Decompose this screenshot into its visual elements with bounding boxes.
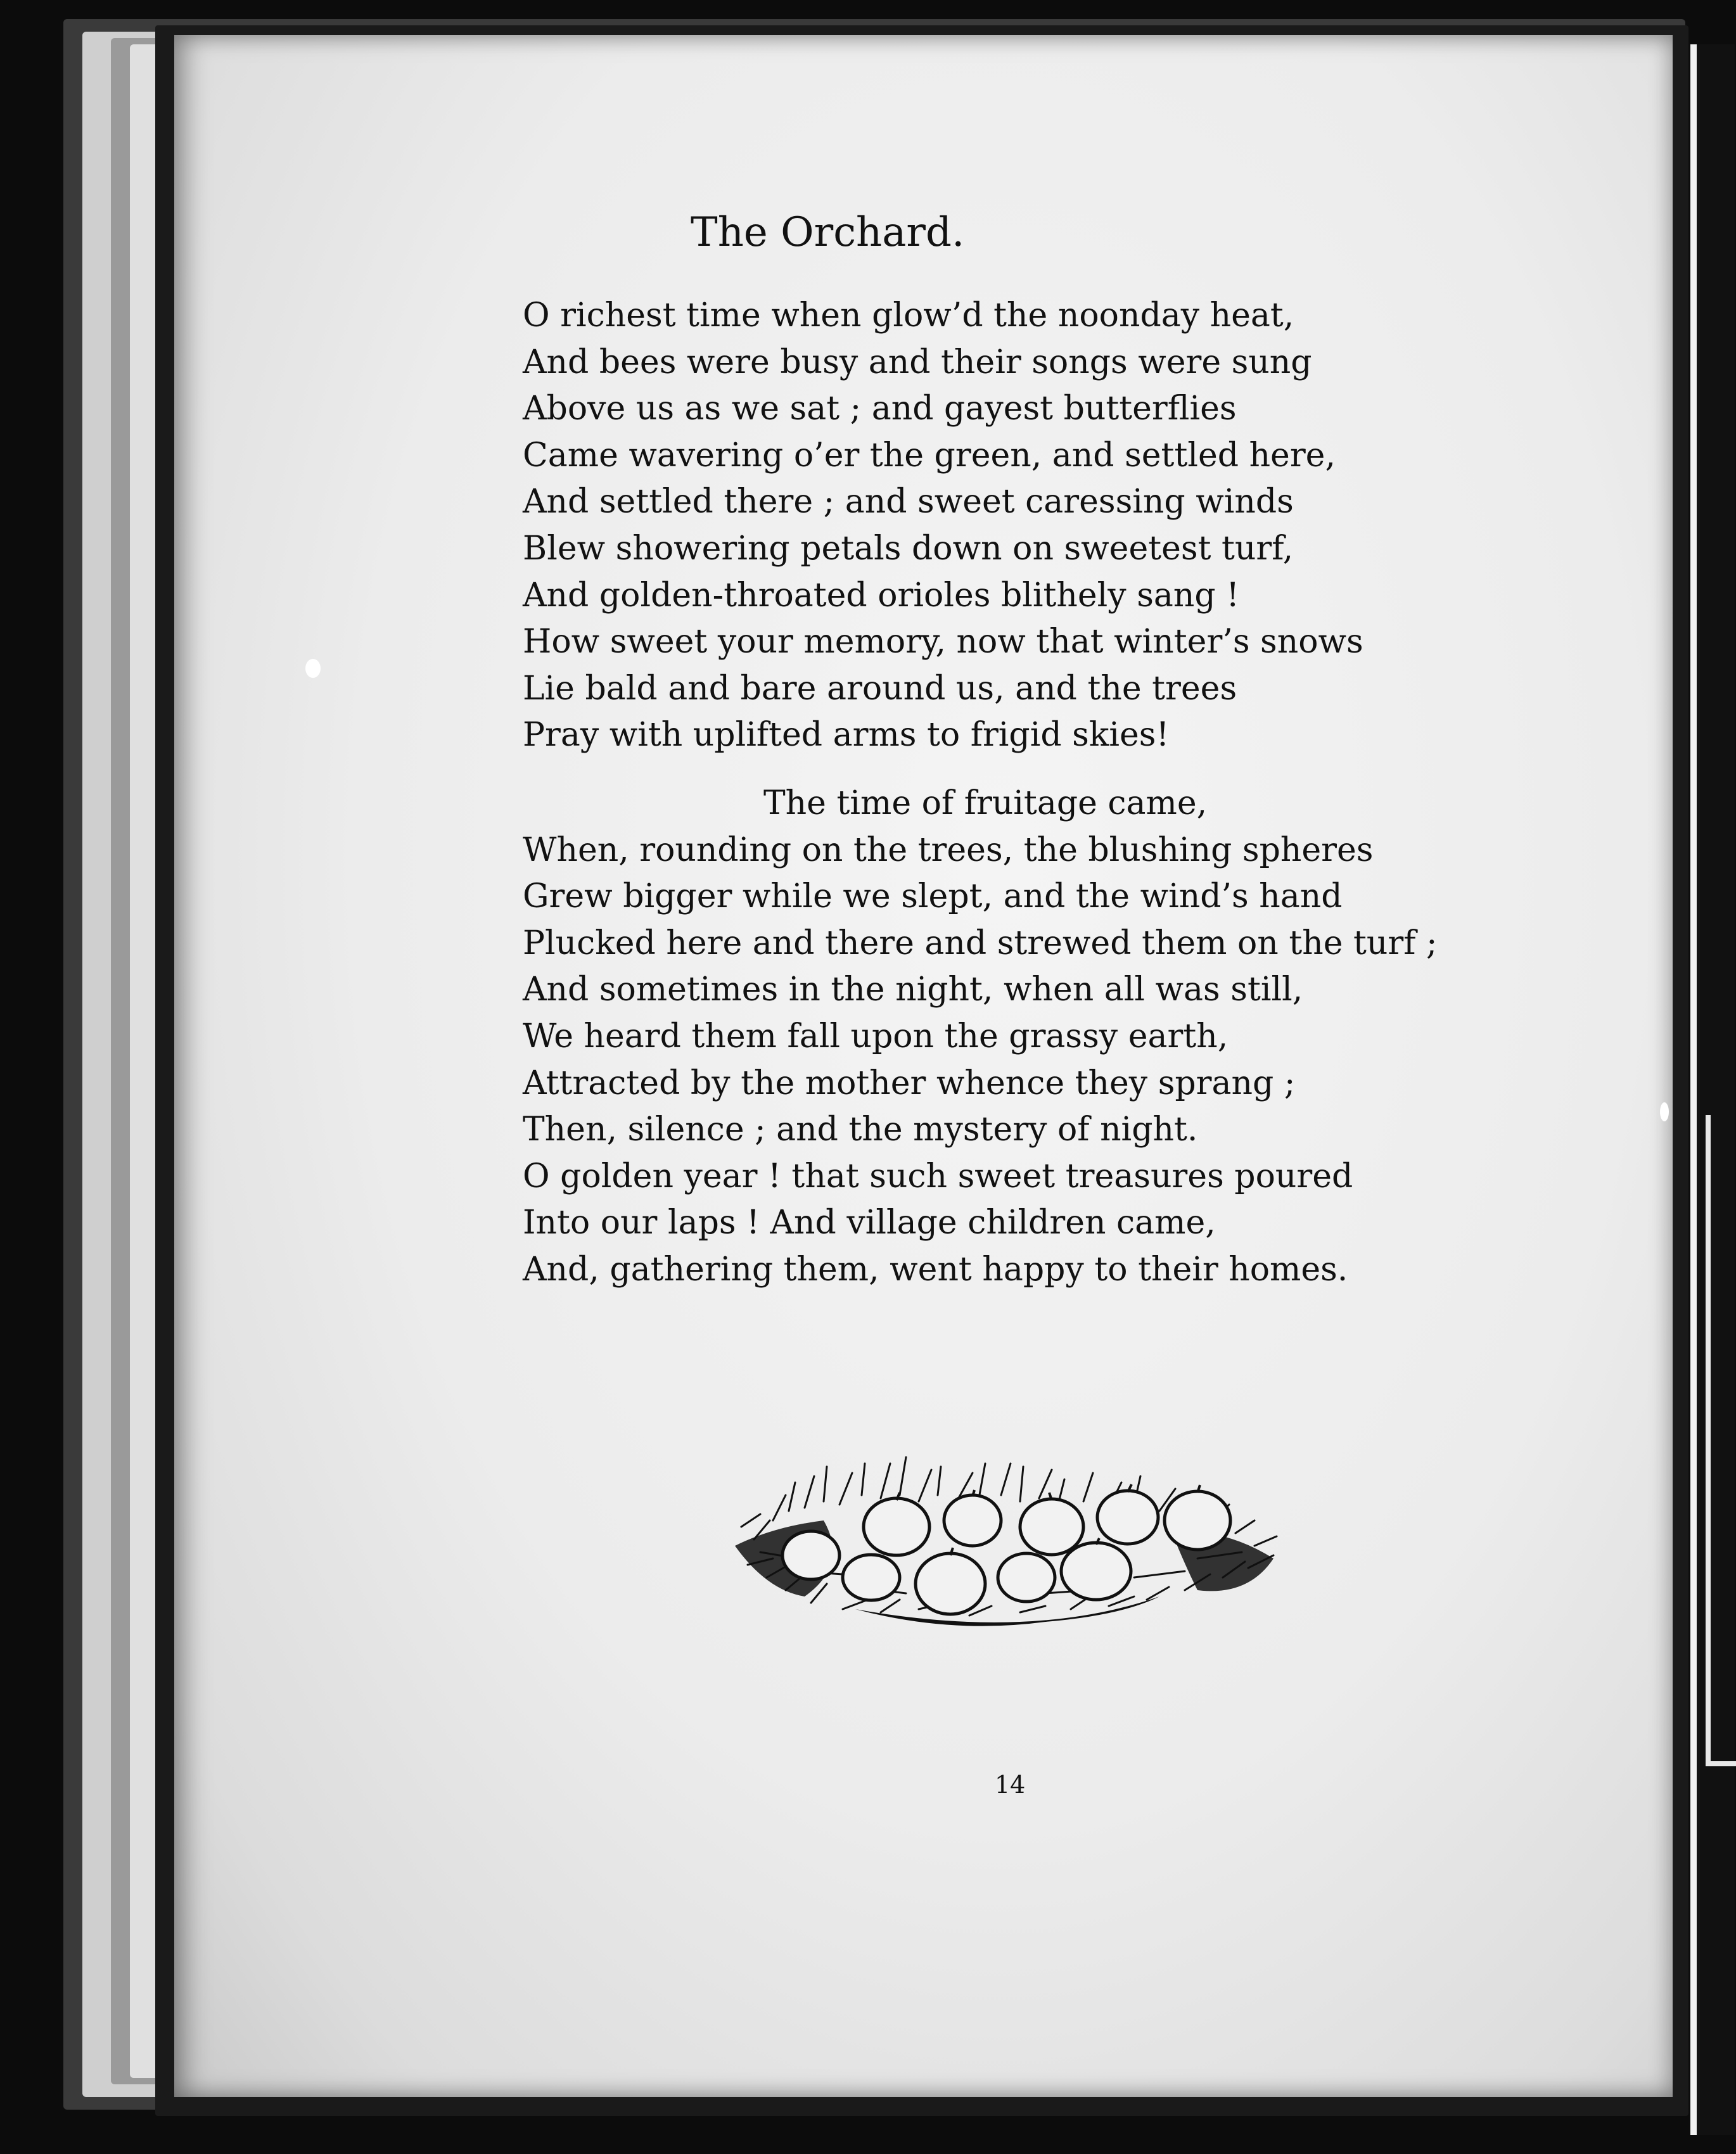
- poem-line: We heard them fall upon the grassy earth,: [523, 1017, 1229, 1055]
- cover-border-line: [1706, 1115, 1736, 1766]
- poem-line: Came wavering o’er the green, and settled here,: [523, 436, 1336, 475]
- poem-line: And, gathering them, went happy to their homes.: [523, 1250, 1348, 1289]
- poem-title: The Orchard.: [691, 209, 965, 256]
- poem-line: O richest time when glow’d the noonday heat,: [523, 296, 1294, 335]
- poem-line: And golden-throated orioles blithely sang !: [523, 576, 1240, 615]
- poem-line: And settled there ; and sweet caressing winds: [523, 483, 1294, 521]
- page-number: 14: [995, 1771, 1026, 1799]
- poem-line: Lie bald and bare around us, and the trees: [523, 669, 1237, 708]
- poem-line: Pray with uplifted arms to frigid skies!: [523, 716, 1170, 755]
- poem-line: And sometimes in the night, when all was still,: [523, 971, 1303, 1009]
- book-cover-edge: [1690, 44, 1735, 2135]
- poem-line: And bees were busy and their songs were sung: [523, 343, 1312, 381]
- poem-line: How sweet your memory, now that winter’s snows: [523, 623, 1363, 661]
- scan-speck: [1660, 1102, 1669, 1121]
- poem-line: Into our laps ! And village children came,: [523, 1204, 1216, 1242]
- poem-body: [523, 293, 1438, 1293]
- apples-in-grass-illustration: [729, 1451, 1286, 1641]
- poem-line: Grew bigger while we slept, and the wind’s hand: [523, 877, 1343, 916]
- poem-line: Above us as we sat ; and gayest butterflies: [523, 390, 1237, 428]
- poem-line-indented: The time of fruitage came,: [763, 784, 1208, 822]
- poem-line: Attracted by the mother whence they sprang ;: [523, 1064, 1296, 1102]
- stanza-gap: [523, 759, 1438, 781]
- poem-line: Then, silence ; and the mystery of night.: [523, 1111, 1198, 1149]
- poem-line: O golden year ! that such sweet treasures poured: [523, 1157, 1353, 1195]
- poem-line: Plucked here and there and strewed them on the turf ;: [523, 924, 1438, 962]
- poem-line: When, rounding on the trees, the blushing spheres: [523, 831, 1374, 869]
- poem-line: Blew showering petals down on sweetest turf,: [523, 529, 1294, 568]
- scan-speck: [305, 659, 321, 678]
